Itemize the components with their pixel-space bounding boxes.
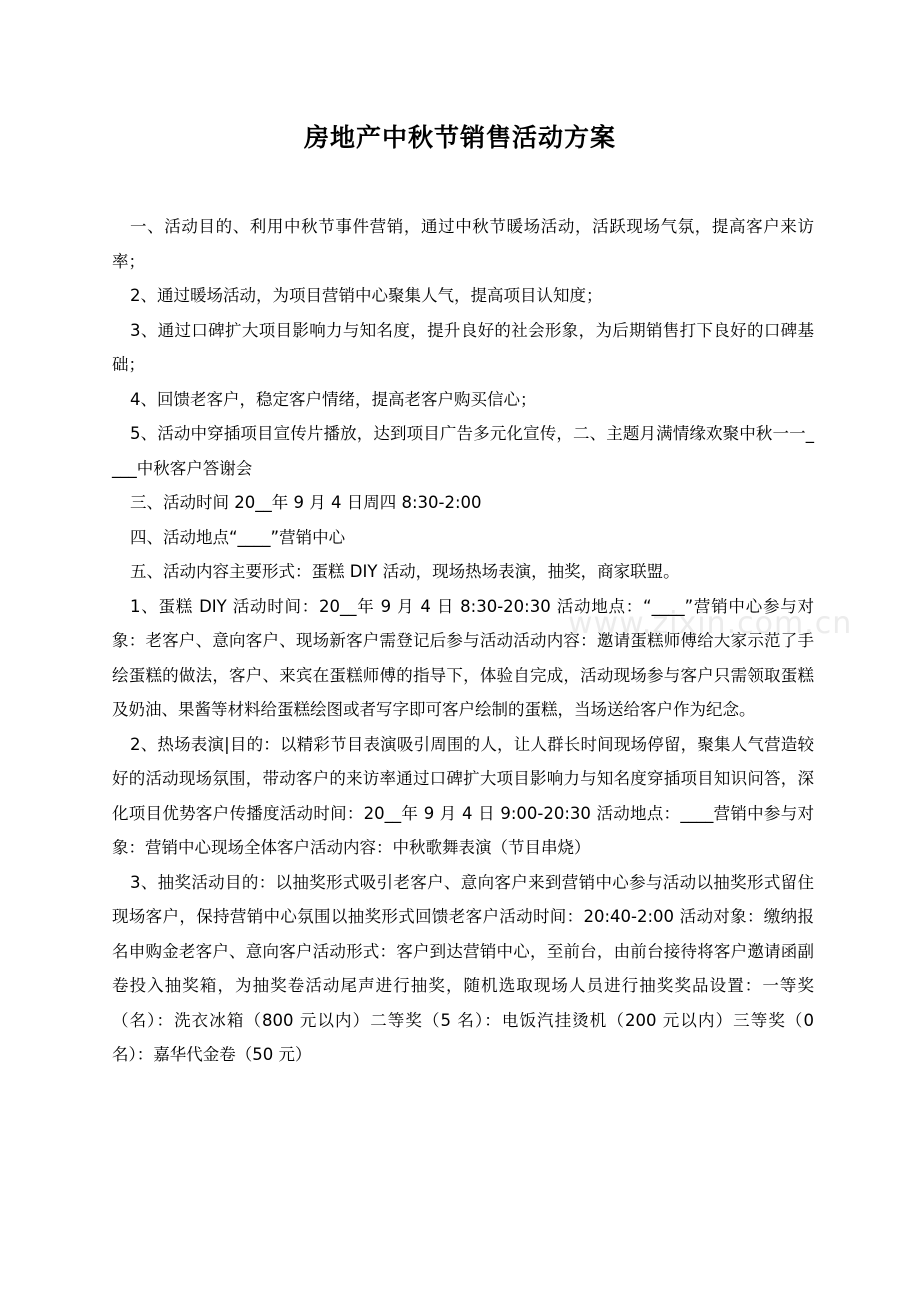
paragraph-activity-location: 四、活动地点“____”营销中心 bbox=[130, 527, 346, 547]
document-title: 房地产中秋节销售活动方案 bbox=[303, 123, 616, 152]
watermark: www.zixin.com.cn bbox=[568, 606, 853, 641]
paragraph-purpose-3: 3、通过口碑扩大项目影响力与知名度，提升良好的社会形象，为后期销售打下良好的口碑基础； bbox=[112, 320, 814, 374]
paragraph-lottery: 3、抽奖活动目的：以抽奖形式吸引老客户、意向客户来到营销中心参与活动以抽奖形式留住现场客户，保持营销中心氛围以抽奖形式回馈老客户活动时间：20:40-2:00 活动对象：缴纳报名申购金老客户、意向客户活动形式：客户到达营销中心，至前台，由前台接待将客户邀请函副卷投入抽奖箱，为抽奖卷活动尾声进行抽奖，随机选取现场人员进行抽奖奖品设置：一等奖（名）：洗衣冰箱（800 元以内）二等奖（5 名）：电饭汽挂烫机（200 元以内）三等奖（0 名）：嘉华代金卷（50 元） bbox=[112, 872, 814, 1064]
paragraph-purpose: 一、活动目的、利用中秋节事件营销，通过中秋节暖场活动，活跃现场气氛，提高客户来访率； bbox=[112, 217, 814, 271]
paragraph-purpose-4: 4、回馈老客户，稳定客户情绪，提高老客户购买信心； bbox=[130, 389, 537, 409]
paragraph-purpose-5-theme: 5、活动中穿插项目宣传片播放，达到项目广告多元化宣传，二、主题月满情缘欢聚中秋一一____中秋客户答谢会 bbox=[112, 424, 814, 478]
paragraph-activity-time: 三、活动时间 20__年 9 月 4 日周四 8:30-2:00 bbox=[130, 493, 482, 512]
paragraph-purpose-2: 2、通过暖场活动，为项目营销中心聚集人气，提高项目认知度； bbox=[130, 286, 603, 305]
document-body bbox=[112, 210, 814, 1073]
paragraph-warmup-show: 2、热场表演|目的：以精彩节目表演吸引周围的人，让人群长时间现场停留，聚集人气营造较好的活动现场氛围，带动客户的来访率通过口碑扩大项目影响力与知名度穿插项目知识问答，深化项目优势客户传播度活动时间：20__年 9 月 4 日 9:00-20:30 活动地点：____营销中参与对象：营销中心现场全体客户活动内容：中秋歌舞表演（节目串烧） bbox=[112, 734, 814, 857]
paragraph-activity-content: 五、活动内容主要形式：蛋糕 DIY 活动，现场热场表演，抽奖，商家联盟。 bbox=[130, 562, 680, 581]
paragraph-cake-diy: 1、蛋糕 DIY 活动时间：20__年 9 月 4 日 8:30-20:30 活动地点：“____”营销中心参与对象：老客户、意向客户、现场新客户需登记后参与活动活动内容：邀请蛋糕师傅给大家示范了手绘蛋糕的做法，客户、来宾在蛋糕师傅的指导下，体验自完成，活动现场参与客户只需领取蛋糕及奶油、果酱等材料给蛋糕绘图或者写字即可客户绘制的蛋糕，当场送给客户作为纪念。 bbox=[112, 596, 814, 719]
